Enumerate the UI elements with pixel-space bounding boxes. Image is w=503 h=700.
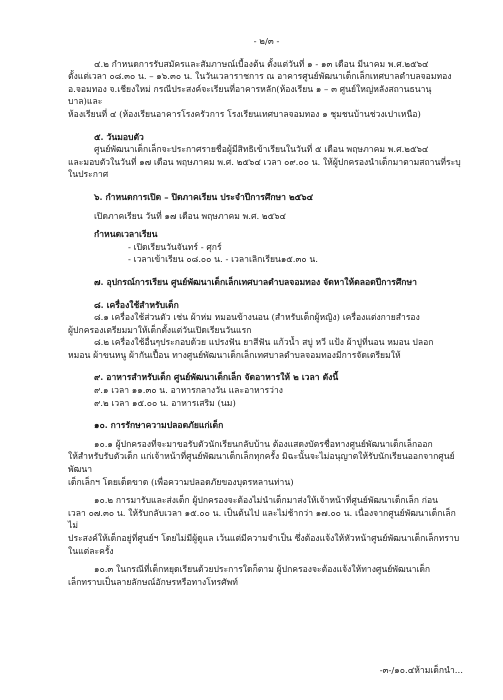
section-10-p2-line1: ๑๐.๒ การมารับและส่งเด็ก ผู้ปกครองจะต้องไม่นำเด็กมาส่งให้เจ้าหน้าที่ศูนย์พัฒนาเด็กเล็ก ก่อน xyxy=(94,496,438,507)
section-8-p1-line1: ๘.๑ เครื่องใช้ส่วนตัว เช่น ผ้าห่ม หมอนข้างนอน (สำหรับเด็กผู้หญิง) เครื่องแต่งกายสำรอง xyxy=(94,313,420,324)
section-6-line1: เปิดภาคเรียน วันที่ ๑๗ เดือน พฤษภาคม พ.ศ. ๒๕๖๔ xyxy=(94,211,287,222)
section-4-2-line4: ห้องเรียนที่ ๔ (ห้องเรียนอาคารโรงครัวการ โรงเรียนเทศบาลจอมทอง ๑ ชุมชนบ้านช่วงเปาเหนือ) xyxy=(68,109,421,120)
section-8 xyxy=(68,300,465,363)
section-10-p1-line1: ๑๐.๑ ผู้ปกครองที่จะมาขอรับตัวนักเรียนกลับบ้าน ต้องแสดงบัตรชื่อทางศูนย์พัฒนาเด็กเล็กออก xyxy=(94,439,433,450)
section-10-title: ๑๐. การรักษาความปลอดภัยแก่เด็ก xyxy=(94,421,224,432)
section-7-title: ๗. อุปกรณ์การเรียน ศูนย์พัฒนาเด็กเล็กเทศบาลตำบลจอมทอง จัดหาให้ตลอดปีการศึกษา xyxy=(94,277,417,288)
section-8-p2-line1: ๘.๒ เครื่องใช้อื่นๆประกอบด้วย แปรงฟัน ยาสีฟัน แก้วน้ำ สบู่ หวี แป้ง ผ้าปูที่นอน หมอน ปลอก xyxy=(94,338,434,349)
section-10-p1-line3: เด็กเล็กฯ โดยเด็ดขาด (เพื่อความปลอดภัยของบุตรหลานท่าน) xyxy=(68,477,294,488)
section-9 xyxy=(68,372,465,410)
section-5 xyxy=(68,132,465,182)
section-4-2-line3: อ.จอมทอง จ.เชียงใหม่ กรณีประสงค์จะเรียนที่อาคารหลัก(ห้องเรียน ๑ – ๓ ศูนย์ใหญ่หลังสถานธนานุบาล)และ xyxy=(68,84,432,108)
section-10-p2-line3: ประสงค์ให้เด็กอยู่ที่ศูนย์ฯ โดยไม่มีผู้ดูแล เว้นแต่มีความจำเป็น ซึ่งต้องแจ้งให้หัวหน้าศูนย์พัฒนาเด็กเล็กทราบในแต่ละครั้ง xyxy=(68,534,460,557)
section-8-title: ๘. เครื่องใช้สำหรับเด็ก xyxy=(94,300,179,311)
section-10-p2-line2: เวลา ๐๗.๓๐ น. ให้รับกลับเวลา ๑๕.๐๐ น. เป็นต้นไป และไม่ช้ากว่า ๑๗.๐๐ น. เนื่องจากศูนย์พัฒนาเด็กเล็ก ไม่ xyxy=(68,508,456,532)
section-4-2 xyxy=(68,59,465,122)
list-item: - เวลาเข้าเรียน ๐๘.๐๐ น. - เวลาเลิกเรียน๑๕.๓๐ น. xyxy=(128,255,318,266)
section-6 xyxy=(68,192,465,267)
section-6-time-title: กำหนดเวลาเรียน xyxy=(94,230,158,241)
next-page-reference: -๓-/๑๐.๔ห้ามเด็กนำ... xyxy=(379,666,463,677)
section-5-line1: ศูนย์พัฒนาเด็กเล็กจะประกาศรายชื่อผู้มีสิทธิเข้าเรียนในวันที่ ๕ เดือน พฤษภาคม พ.ศ.๒๕๖๔ xyxy=(94,145,429,156)
list-item: ๙.๑ เวลา ๑๑.๓๐ น. อาหารกลางวัน และอาหารว่าง xyxy=(94,386,284,397)
section-10-p3-line1: ๑๐.๓ ในกรณีที่เด็กหยุดเรียนด้วยประการใดก็ตาม ผู้ปกครองจะต้องแจ้งให้ทางศูนย์พัฒนาเด็ก xyxy=(94,565,431,576)
section-6-time-list xyxy=(68,242,465,267)
section-10 xyxy=(68,420,465,589)
section-6-title: ๖. กำหนดการเปิด – ปิดภาคเรียน ประจำปีการศึกษา ๒๕๖๔ xyxy=(94,192,314,203)
section-5-line3: ในประกาศ xyxy=(68,170,109,181)
section-10-p3-line2: เล็กทราบเป็นลายลักษณ์อักษรหรือทางโทรศัพท์ xyxy=(68,577,238,588)
section-9-title: ๙. อาหารสำหรับเด็ก ศูนย์พัฒนาเด็กเล็ก จัดอาหารให้ ๒ เวลา ดังนี้ xyxy=(94,373,339,384)
section-10-p1-line2: ให้สำหรับรับตัวเด็ก แก่เจ้าหน้าที่ศูนย์พัฒนาเด็กเล็กทุกครั้ง มิฉะนั้นจะไม่อนุญาตให้รับนักเรียนออกจากศูนย์พัฒนา xyxy=(68,452,455,476)
section-4-2-line1: ๔.๒ กำหนดการรับสมัครและสัมภาษณ์เบื้องต้น ตั้งแต่วันที่ ๑ - ๑๓ เดือน มีนาคม พ.ศ.๒๕๖๔ xyxy=(94,59,429,70)
list-item: - เปิดเรียนวันจันทร์ - ศุกร์ xyxy=(128,242,222,253)
page-number: - ๒/๓ - xyxy=(253,37,280,47)
section-4-2-line2: ตั้งแต่เวลา ๐๘.๓๐ น. – ๑๖.๓๐ น. ในวันเวลาราชการ ณ อาคารศูนย์พัฒนาเด็กเล็กเทศบาลตำบลจอมทอง xyxy=(68,72,452,83)
section-8-p2-line2: หมอน ผ้าขนหนู ผ้ากันเปื้อน ทางศูนย์พัฒนาเด็กเล็กเทศบาลตำบลจอมทองมีการจัดเตรียมให้ xyxy=(68,350,401,361)
section-5-title: ๕. วันมอบตัว xyxy=(94,132,144,143)
list-item: ๙.๒ เวลา ๑๕.๐๐ น. อาหารเสริม (นม) xyxy=(94,398,236,409)
section-5-line2: และมอบตัวในวันที่ ๑๗ เดือน พฤษภาคม พ.ศ. ๒๕๖๔ เวลา ๐๙.๐๐ น. ให้ผู้ปกครองนำเด็กมาตามสถานที่ระบุ xyxy=(68,157,461,168)
section-8-p1-line2: ผู้ปกครองเตรียมมาให้เด็กตั้งแต่วันเปิดเรียนวันแรก xyxy=(68,325,252,336)
